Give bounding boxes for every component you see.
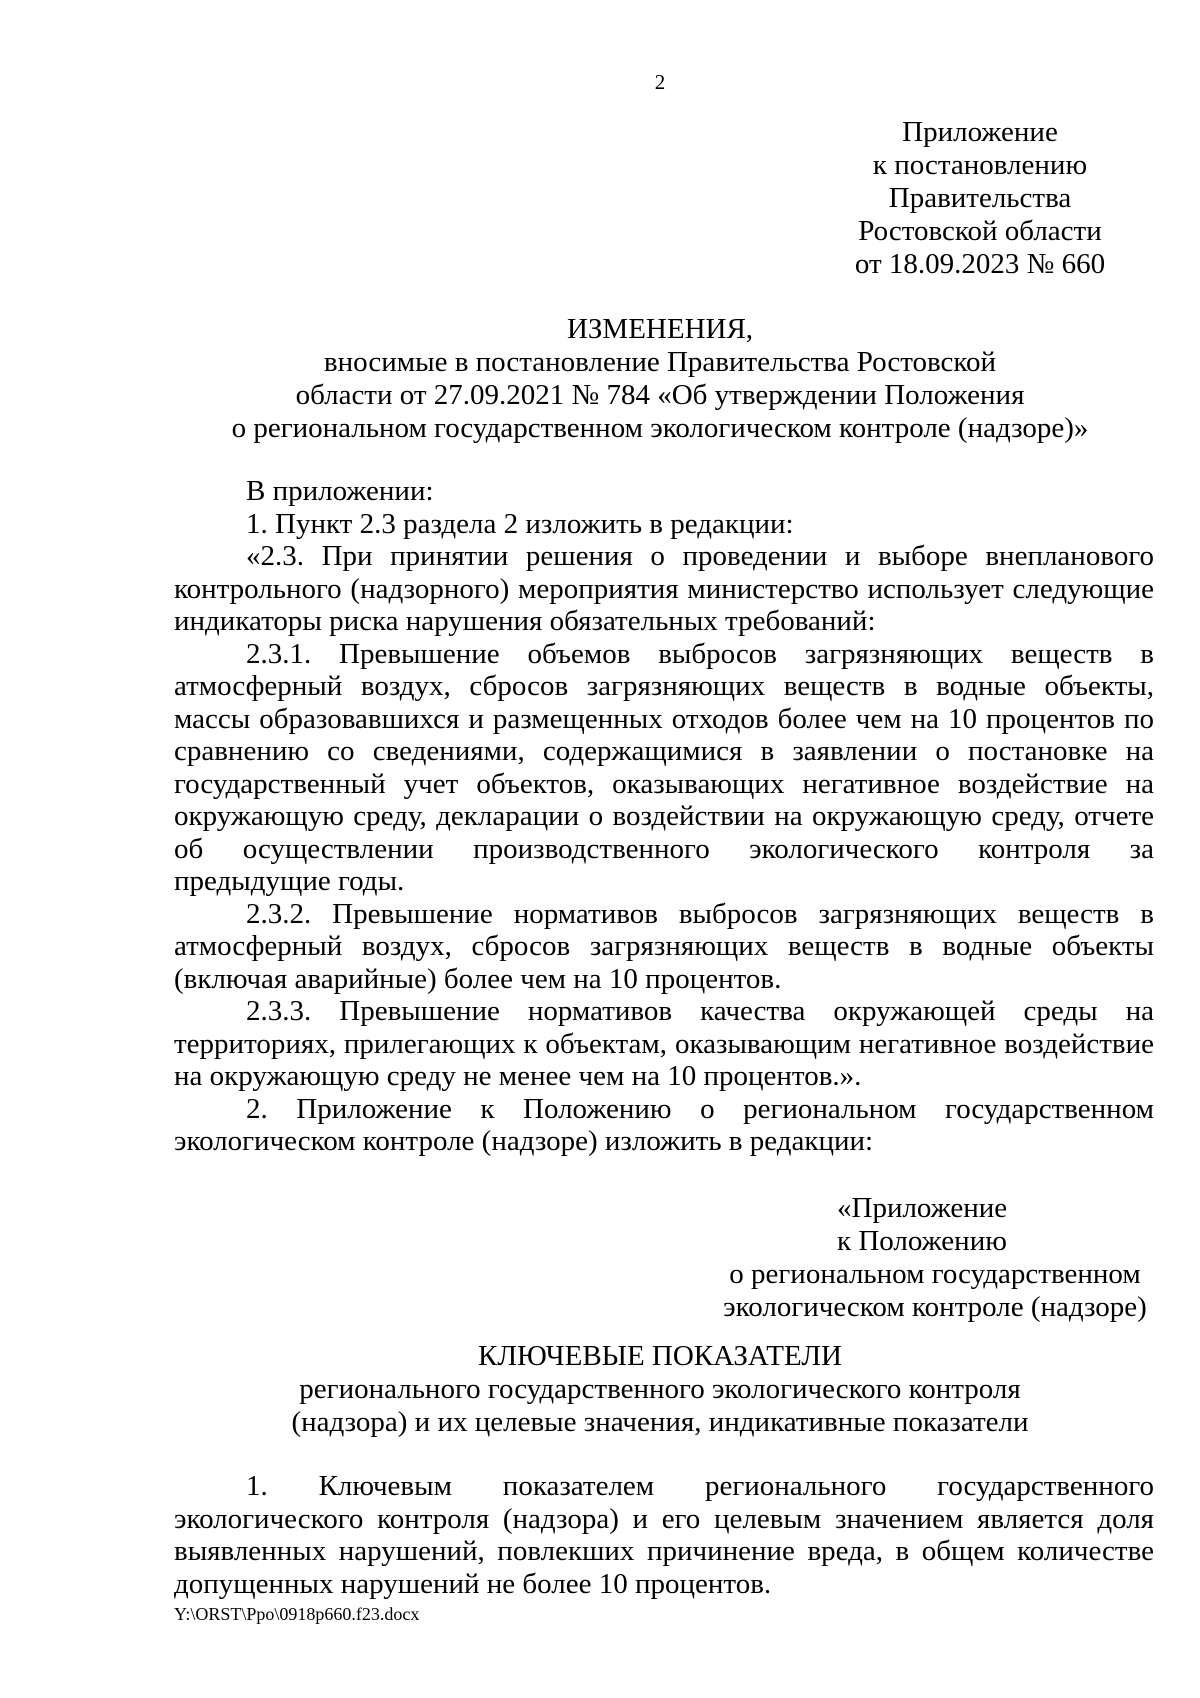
key-indicators-body (174, 1470, 1154, 1600)
addressee-line: Приложение (902, 116, 1058, 148)
title-subtitle-line: о региональном государственном экологическом контроле (надзоре)» (231, 412, 1089, 444)
paragraph: 2. Приложение к Положению о региональном государственном экологическом контроле (надзоре) изложить в редакции: (174, 1092, 1154, 1157)
key-indicators-heading: КЛЮЧЕВЫЕ ПОКАЗАТЕЛИ (478, 1340, 842, 1372)
addressee-line: к постановлению (872, 149, 1088, 181)
paragraph: В приложении: (246, 475, 434, 507)
addressee-block (830, 116, 1130, 281)
key-indicators-subtitle-line: (надзора) и их целевые значения, индикативные показатели (291, 1406, 1029, 1438)
key-indicators-title (160, 1340, 1160, 1439)
file-path-footer: Y:\ORST\Ppo\0918p660.f23.docx (174, 1604, 420, 1624)
page-number: 2 (654, 70, 666, 94)
addressee-line: Правительства (888, 182, 1072, 214)
annex-header-line: «Приложение (837, 1192, 1008, 1224)
paragraph: 1. Ключевым показателем регионального государственного экологического контроля (надзора) и его целевым значением является доля выявленных нарушений, повлекших причинение вреда, в общем количестве допущенных нарушений не более 10 процентов. (174, 1470, 1154, 1600)
title-heading: ИЗМЕНЕНИЯ, (566, 313, 754, 345)
title-subtitle-line: области от 27.09.2021 № 784 «Об утверждении Положения (295, 379, 1025, 411)
key-indicators-subtitle-line: регионального государственного экологического контроля (299, 1373, 1021, 1405)
body-text (174, 475, 1154, 1158)
paragraph: «2.3. При принятии решения о проведении и выборе внепланового контрольного (надзорного) мероприятия министерство использует следующие индикаторы риска нарушения обязательных требований: (174, 540, 1154, 637)
paragraph: 1. Пункт 2.3 раздела 2 изложить в редакции: (246, 507, 794, 540)
annex-header-line: экологическом контроле (надзоре) (723, 1291, 1147, 1323)
annex-header (700, 1192, 1170, 1324)
addressee-date-number: от 18.09.2023 № 660 (854, 248, 1106, 280)
annex-header-line: к Положению (837, 1225, 1007, 1257)
paragraph: 2.3.3. Превышение нормативов качества окружающей среды на территориях, прилегающих к объектам, оказывающим негативное воздействие на окружающую среду не менее чем на 10 процентов.». (174, 995, 1154, 1092)
addressee-line: Ростовской области (858, 215, 1102, 247)
paragraph: 2.3.2. Превышение нормативов выбросов загрязняющих веществ в атмосферный воздух, сбросов загрязняющих веществ в водные объекты (включая аварийные) более чем на 10 процентов. (174, 897, 1154, 995)
document-title (160, 313, 1160, 445)
paragraph: 2.3.1. Превышение объемов выбросов загрязняющих веществ в атмосферный воздух, сбросов загрязняющих веществ в водные объекты, массы образовавшихся и размещенных отходов более чем на 10 процентов по сравнению со сведениями, содержащимися в заявлении о постановке на государственный учет объектов, оказывающих негативное воздействие на окружающую среду, декларации о воздействии на окружающую среду, отчете об осуществлении производственного экологического контроля за предыдущие годы. (174, 637, 1154, 897)
title-subtitle-line: вносимые в постановление Правительства Ростовской (323, 346, 997, 378)
annex-header-line: о региональном государственном (729, 1258, 1141, 1290)
